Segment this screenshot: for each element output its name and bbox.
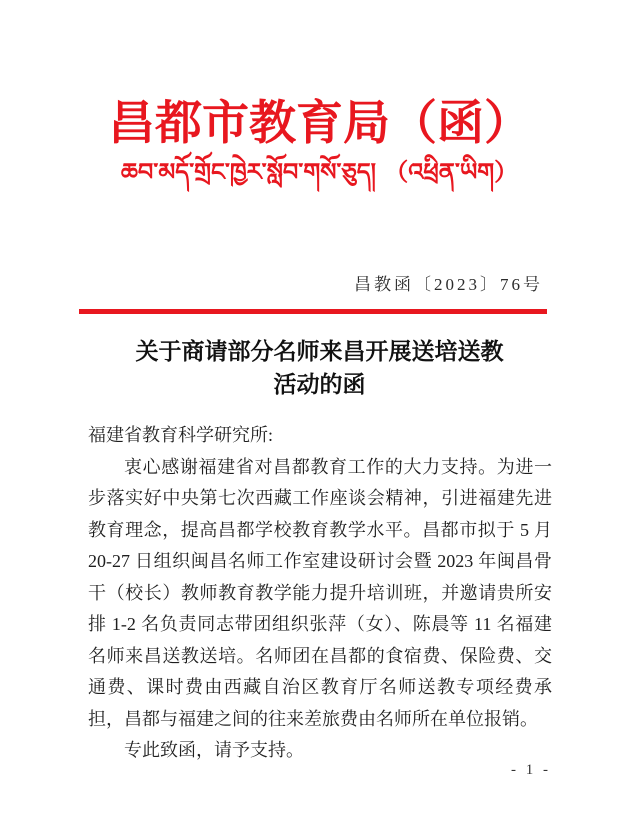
letter-title-line-2: 活动的函 <box>273 372 366 397</box>
page-number: - 1 - <box>511 762 551 778</box>
body-paragraph-2: 专此致函，请予支持。 <box>124 740 304 760</box>
agency-title: 昌都市教育局（函） <box>108 98 531 150</box>
body-paragraph-1: 衷心感谢福建省对昌都教育工作的大力支持。为进一步落实好中央第七次西藏工作座谈会精神，引进福建先进教育理念，提高昌都学校教育教学水平。昌都市拟于 5 月 20-27 日组织闽昌名师工作室建设研讨会暨 2023 年闽昌骨干（校长）教师教育教学能力提升培训班，并邀请贵所安排 1-2 名负责同志带团组织张萍（女）、陈晨等 11 名福建名师来昌送教送培。名师团在昌都的食宿费、保险费、交通费、课时费由西藏自治区教育厅名师送教专项经费承担，昌都与福建之间的往来差旅费由名师所在单位报销。 <box>88 456 552 729</box>
salutation: 福建省教育科学研究所: <box>88 425 273 445</box>
letter-title <box>0 335 639 401</box>
document-number: 昌教函〔2023〕76号 <box>354 275 543 294</box>
red-divider <box>79 309 547 314</box>
agency-title-tibetan: ཆབ་མདོ་གྲོང་ཁྱེར་སློབ་གསོ་ཅུད། （འཕྲིན་ཡིག） <box>120 158 519 186</box>
letter-body <box>88 420 552 767</box>
letter-title-line-1: 关于商请部分名师来昌开展送培送教 <box>135 339 504 364</box>
letterhead <box>0 96 639 192</box>
